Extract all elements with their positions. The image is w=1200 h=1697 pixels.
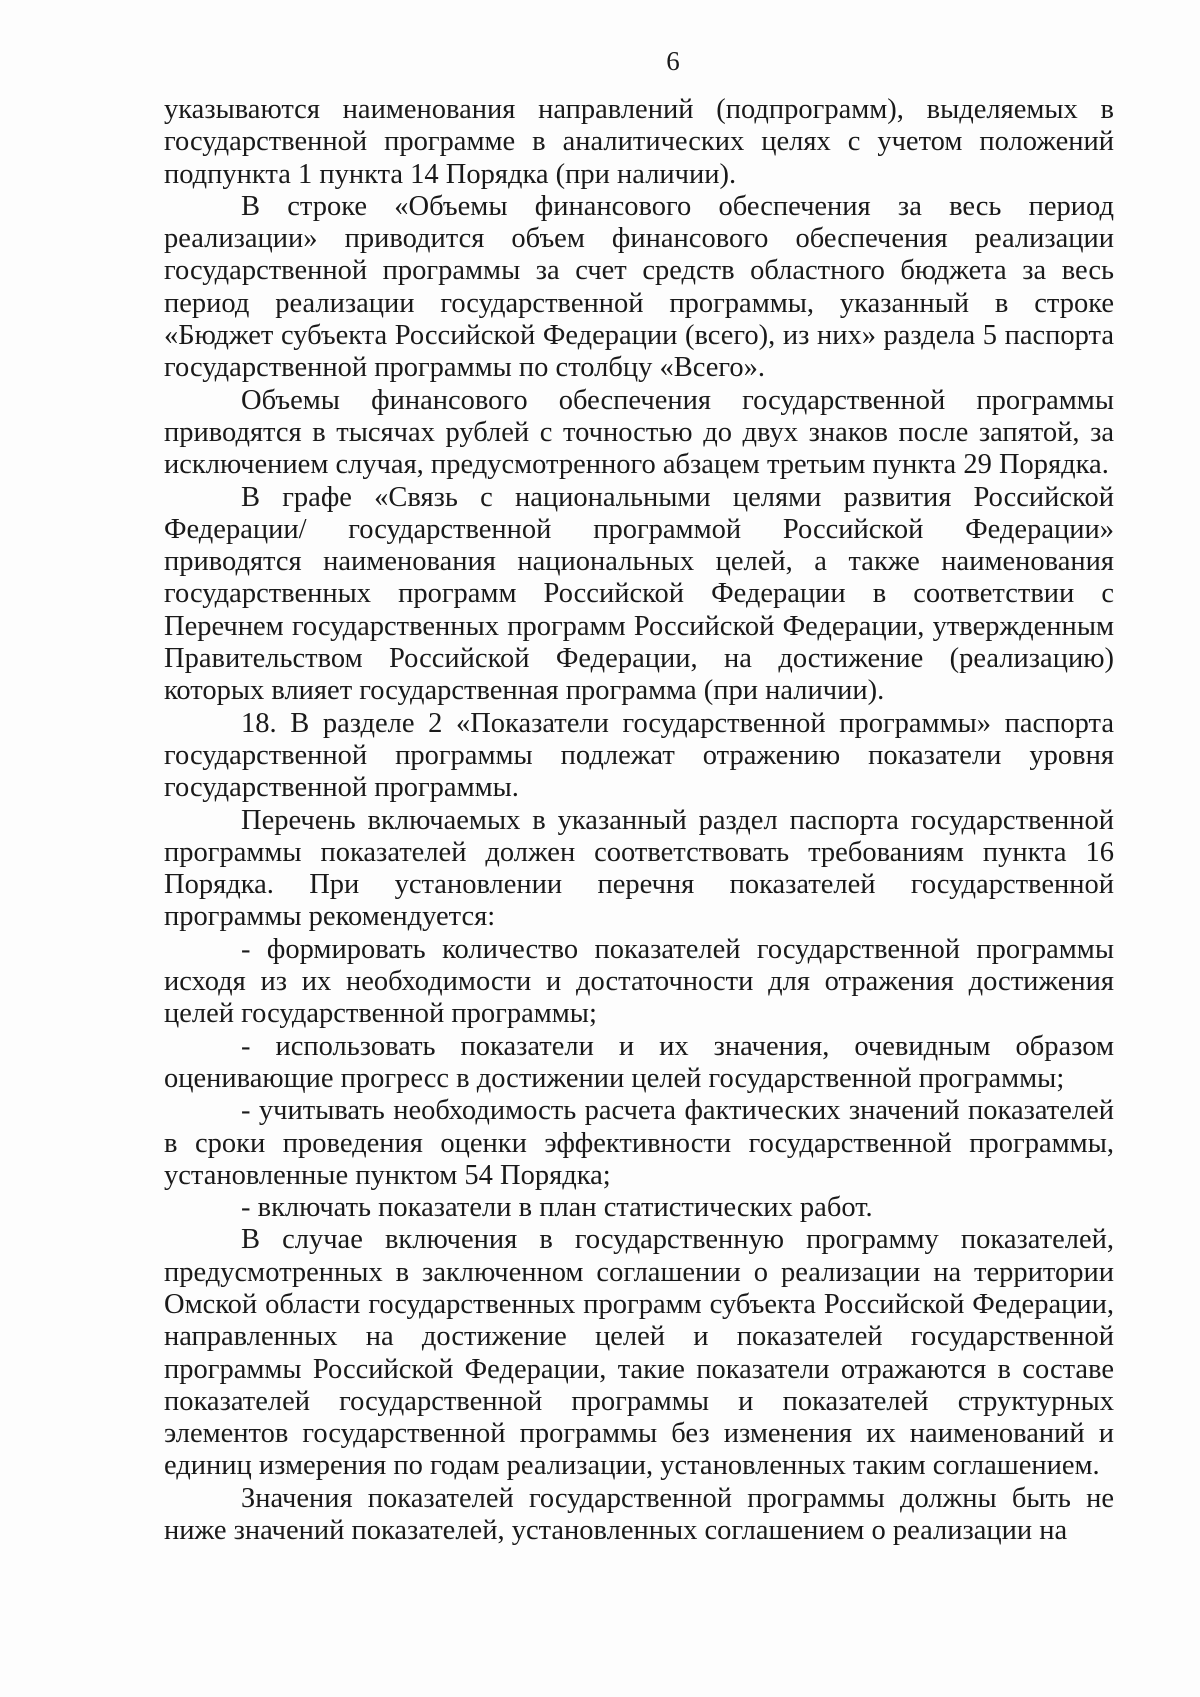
- list-item: - включать показатели в план статистических работ.: [241, 1192, 873, 1224]
- paragraph: указываются наименования направлений (подпрограмм), выделяемых в государственной программе в аналитических целях с учетом положений подпункта 1 пункта 14 Порядка (при наличии).: [164, 94, 1114, 190]
- paragraph: Значения показателей государственной программы должны быть не ниже значений показателей, установленных соглашением о реализации на: [164, 1482, 1114, 1547]
- paragraph: Перечень включаемых в указанный раздел паспорта государственной программы показателей должен соответствовать требованиям пункта 16 Порядка. При установлении перечня показателей государственной программы рекомендуется:: [164, 804, 1114, 933]
- paragraph: Объемы финансового обеспечения государственной программы приводятся в тысячах рублей с точностью до двух знаков после запятой, за исключением случая, предусмотренного абзацем третьим пункта 29 Порядка.: [164, 384, 1114, 481]
- list-item: - использовать показатели и их значения, очевидным образом оценивающие прогресс в достижении целей государственной программы;: [164, 1030, 1114, 1094]
- page-number: 6: [666, 46, 680, 76]
- list-item: - формировать количество показателей государственной программы исходя из их необходимости и достаточности для отражения достижения целей государственной программы;: [164, 933, 1114, 1030]
- paragraph: В случае включения в государственную программу показателей, предусмотренных в заключенном соглашении о реализации на территории Омской области государственных программ субъекта Российской Федерации, направленных на достижение целей и показателей государственной программы Российской Федерации, такие показатели отражаются в составе показателей государственной программы и показателей структурных элементов государственной программы без изменения их наименований и единиц измерения по годам реализации, установленных таким соглашением.: [164, 1224, 1114, 1482]
- paragraph: 18. В разделе 2 «Показатели государственной программы» паспорта государственной программы подлежат отражению показатели уровня государственной программы.: [164, 707, 1114, 804]
- paragraph: В графе «Связь с национальными целями развития Российской Федерации/ государственной программой Российской Федерации» приводятся наименования национальных целей, а также наименования государственных программ Российской Федерации в соответствии с Перечнем государственных программ Российской Федерации, утвержденным Правительством Российской Федерации, на достижение (реализацию) которых влияет государственная программа (при наличии).: [164, 481, 1114, 707]
- paragraph: В строке «Объемы финансового обеспечения за весь период реализации» приводится объем финансового обеспечения реализации государственной программы за счет средств областного бюджета за весь период реализации государственной программы, указанный в строке «Бюджет субъекта Российской Федерации (всего), из них» раздела 5 паспорта государственной программы по столбцу «Всего».: [164, 190, 1114, 384]
- document-body: [164, 94, 1114, 1547]
- list-item: - учитывать необходимость расчета фактических значений показателей в сроки проведения оценки эффективности государственной программы, установленные пунктом 54 Порядка;: [164, 1095, 1114, 1191]
